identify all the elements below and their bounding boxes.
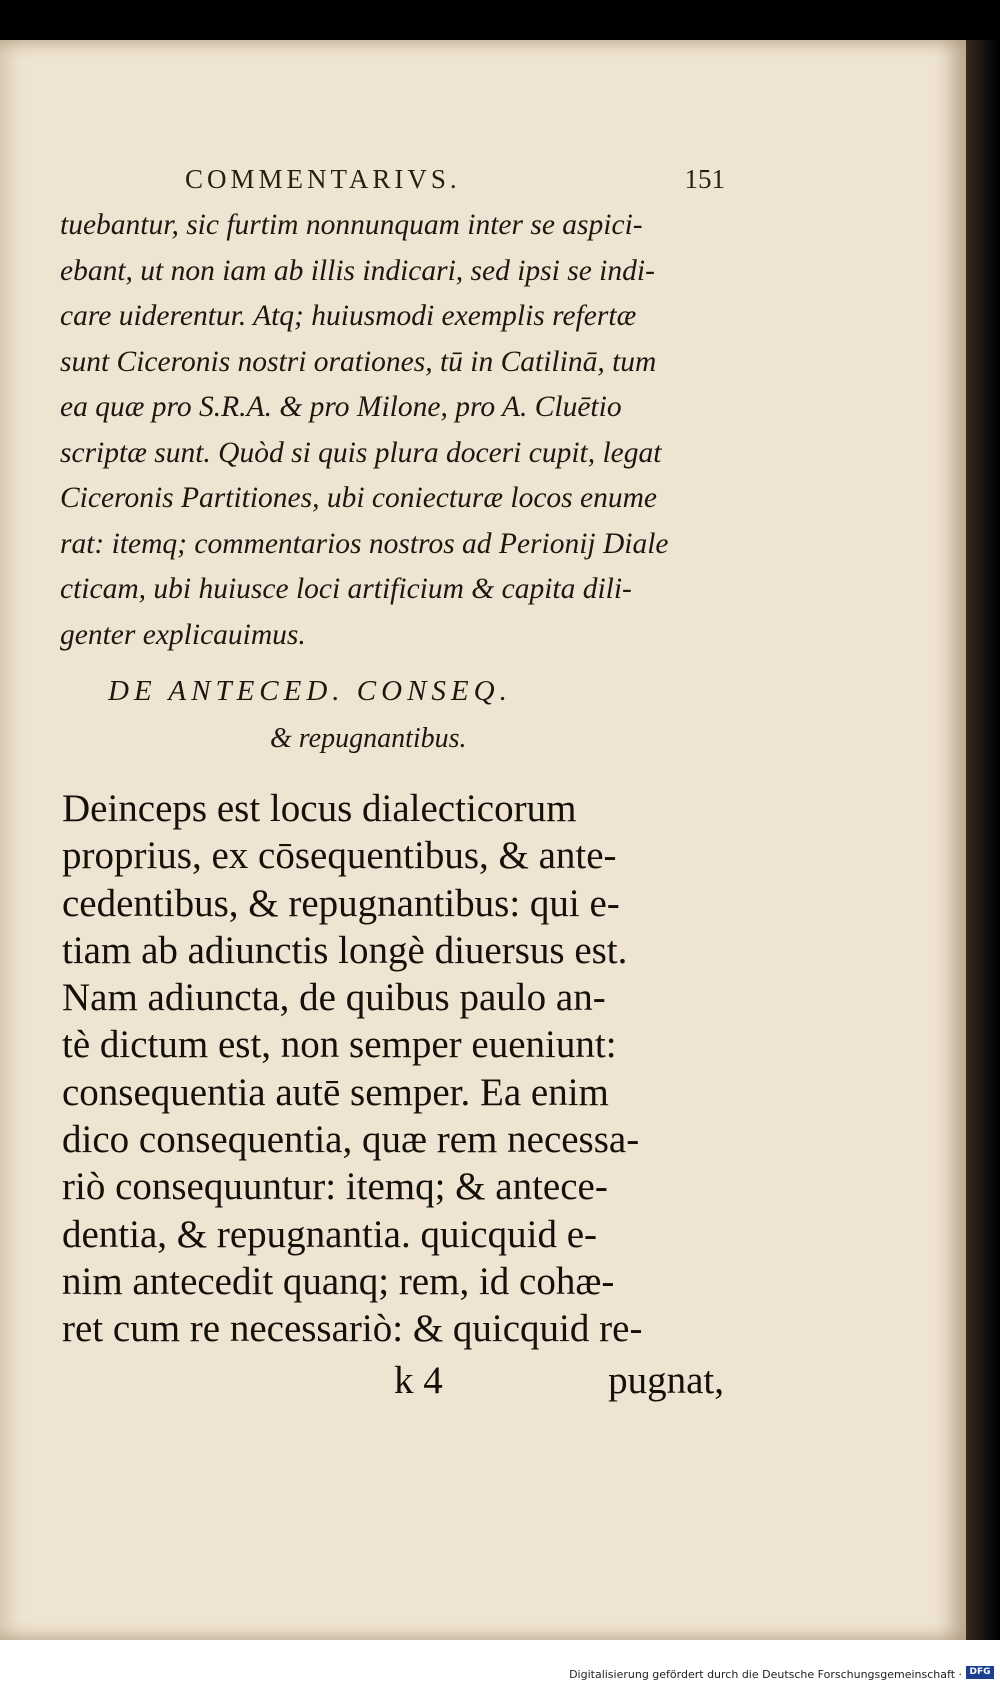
text-line: care uiderentur. Atq; huiusmodi exemplis refertæ: [60, 300, 637, 332]
text-line: genter explicauimus.: [60, 618, 306, 651]
digitization-footer: [0, 1640, 1000, 1686]
running-title: COMMENTARIVS.: [185, 164, 461, 194]
text-line: sunt Ciceronis nostri orationes, tū in Catilinā, tum: [60, 345, 657, 378]
section-heading: DE ANTECED. CONSEQ.: [108, 675, 512, 707]
digitization-note: Digitalisierung gefördert durch die Deutsche Forschungsgemeinschaft ·: [569, 1668, 962, 1681]
italic-paragraph: [60, 203, 720, 658]
text-line: tuebantur, sic furtim nonnunquam inter se aspici-: [60, 209, 643, 241]
book-page: [0, 40, 966, 1640]
text-line: proprius, ex cōsequentibus, & ante-: [62, 834, 617, 878]
page-number: 151: [684, 164, 725, 194]
dfg-logo-icon: DFG: [966, 1666, 994, 1679]
text-line: tè dictum est, non semper eueniunt:: [62, 1023, 617, 1067]
text-line: dico consequentia, quæ rem necessa-: [62, 1118, 640, 1162]
text-line: cedentibus, & repugnantibus: qui e-: [62, 881, 620, 925]
section-subheading: & repugnantibus.: [270, 723, 467, 754]
text-line: rat: itemq; commentarios nostros ad Perionij Diale: [60, 527, 669, 560]
text-line: Deinceps est locus dialecticorum: [62, 787, 577, 830]
text-line: ea quæ pro S.R.A. & pro Milone, pro A. Cluētio: [60, 391, 622, 423]
text-line: scriptæ sunt. Quòd si quis plura doceri cupit, legat: [60, 436, 662, 469]
signature-mark: k 4: [394, 1359, 443, 1402]
text-line: cticam, ubi huiusce loci artificium & capita dili-: [60, 573, 632, 605]
running-header: [185, 164, 725, 196]
book-spine-shadow: [966, 40, 1000, 1640]
text-line: nim antecedit quanq; rem, id cohæ-: [62, 1259, 615, 1303]
text-line: dentia, & repugnantia. quicquid e-: [62, 1212, 597, 1256]
catchword: pugnat,: [608, 1359, 724, 1402]
text-line: Ciceronis Partitiones, ubi coniecturæ locos enume: [60, 482, 658, 514]
text-line: tiam ab adiunctis longè diuersus est.: [62, 928, 628, 972]
text-line: Nam adiuncta, de quibus paulo an-: [62, 976, 606, 1020]
text-line: ebant, ut non iam ab illis indicari, sed ipsi se indi-: [60, 254, 655, 287]
text-line: ret cum re necessariò: & quicquid re-: [62, 1307, 643, 1351]
page-footer-line: [394, 1358, 724, 1408]
text-line: consequentia autē semper. Ea enim: [62, 1070, 609, 1114]
roman-paragraph: [62, 785, 722, 1353]
text-line: riò consequuntur: itemq; & antece-: [62, 1165, 608, 1209]
